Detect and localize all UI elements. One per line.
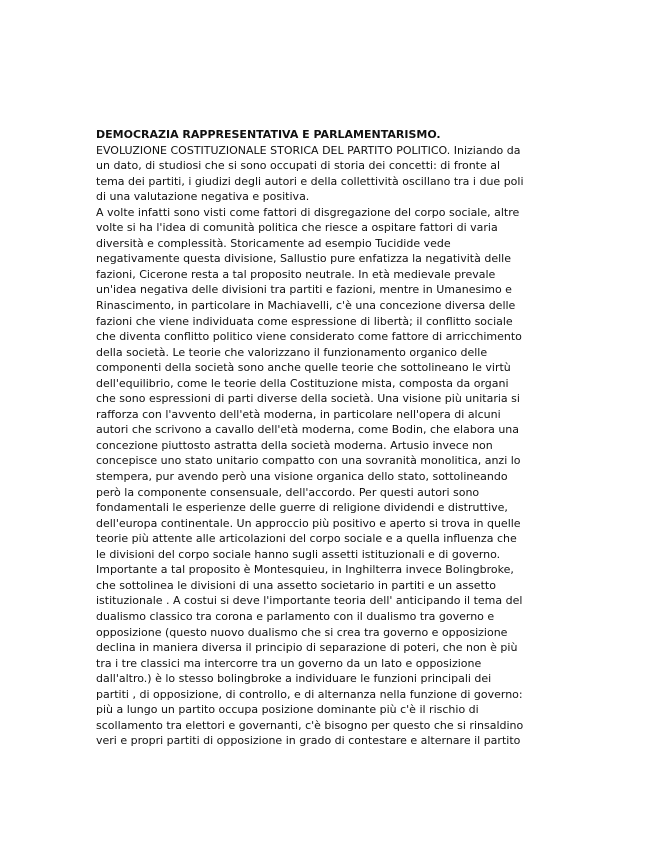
text-line: componenti della società sono anche quelle teorie che sottolineano le virtù <box>96 361 511 375</box>
text-line: Rinascimento, in particolare in Machiavelli, c'è una concezione diversa delle <box>96 299 516 313</box>
document-title: DEMOCRAZIA RAPPRESENTATIVA E PARLAMENTARISMO. <box>96 128 441 141</box>
text-line: che sono espressioni di parti diverse della società. Una visione più unitaria si <box>96 392 520 406</box>
text-line: istituzionale . A costui si deve l'importante teoria dell' anticipando il tema del <box>96 594 523 608</box>
text-line: rafforza con l'avvento dell'età moderna, in particolare nell'opera di alcuni <box>96 407 501 421</box>
text-line: dualismo classico tra corona e parlamento con il dualismo tra governo e <box>96 609 495 623</box>
text-line: A volte infatti sono visti come fattori di disgregazione del corpo sociale, altre <box>96 205 520 219</box>
text-line: che diventa conflitto politico viene considerato come fattore di arricchimento <box>96 330 522 344</box>
text-line: della società. Le teorie che valorizzano il funzionamento organico delle <box>96 345 488 359</box>
text-line: EVOLUZIONE COSTITUZIONALE STORICA DEL PARTITO POLITICO. Iniziando da <box>96 143 521 157</box>
text-line: teorie più attente alle articolazioni del corpo sociale e a quella influenza che <box>96 532 517 546</box>
text-line: fondamentali le esperienze delle guerre di religione dividendi e distruttive, <box>96 501 508 515</box>
text-line: fazioni, Cicerone resta a tal proposito neutrale. In età medievale prevale <box>96 267 496 281</box>
text-line: però la componente consensuale, dell'accordo. Per questi autori sono <box>96 485 480 499</box>
text-line: concepisce uno stato unitario compatto con una sovranità monolitica, anzi lo <box>96 454 521 468</box>
text-line: le divisioni del corpo sociale hanno sugli assetti istituzionali e di governo. <box>96 547 501 561</box>
text-line: negativamente questa divisione, Sallustio pure enfatizza la negatività delle <box>96 252 511 266</box>
text-line: volte si ha l'idea di comunità politica che riesce a ospitare fattori di varia <box>96 221 498 235</box>
text-line: un dato, di studiosi che si sono occupati di storia dei concetti: di fronte al <box>96 159 501 173</box>
text-line: dell'europa continentale. Un approccio più positivo e aperto si trova in quelle <box>96 516 521 530</box>
text-line: stempera, pur avendo però una visione organica dello stato, sottolineando <box>96 470 508 484</box>
text-line: declina in maniera diversa il principio di separazione di poteri, che non è più <box>96 641 518 655</box>
text-line: veri e propri partiti di opposizione in grado di contestare e alternare il partito <box>96 734 521 748</box>
text-line: scollamento tra elettori e governanti, c'è bisogno per questo che si rinsaldino <box>96 718 524 732</box>
text-line: diversità e complessità. Storicamente ad esempio Tucidide vede <box>96 236 451 250</box>
text-line: tema dei partiti, i giudizi degli autori e della collettività oscillano tra i due poli <box>96 174 524 188</box>
text-line: tra i tre classici ma intercorre tra un governo da un lato e opposizione <box>96 656 482 670</box>
text-line: più a lungo un partito occupa posizione dominante più c'è il rischio di <box>96 703 479 717</box>
document-body <box>96 127 566 749</box>
text-line: che sottolinea le divisioni di una assetto societario in partiti e un assetto <box>96 578 496 592</box>
text-line: dell'equilibrio, come le teorie della Costituzione mista, composta da organi <box>96 376 509 390</box>
text-line: partiti , di opposizione, di controllo, e di alternanza nella funzione di governo: <box>96 687 523 701</box>
text-line: dall'altro.) è lo stesso bolingbroke a individuare le funzioni principali dei <box>96 672 492 686</box>
text-line: Importante a tal proposito è Montesquieu, in Inghilterra invece Bolingbroke, <box>96 563 514 577</box>
text-line: un'idea negativa delle divisioni tra partiti e fazioni, mentre in Umanesimo e <box>96 283 512 297</box>
text-line: concezione piuttosto astratta della società moderna. Artusio invece non <box>96 438 493 452</box>
text-line: fazioni che viene individuata come espressione di libertà; il conflitto sociale <box>96 314 513 328</box>
text-line: autori che scrivono a cavallo dell'età moderna, come Bodin, che elabora una <box>96 423 520 437</box>
text-line: di una valutazione negativa e positiva. <box>96 190 310 204</box>
text-line: opposizione (questo nuovo dualismo che si crea tra governo e opposizione <box>96 625 508 639</box>
